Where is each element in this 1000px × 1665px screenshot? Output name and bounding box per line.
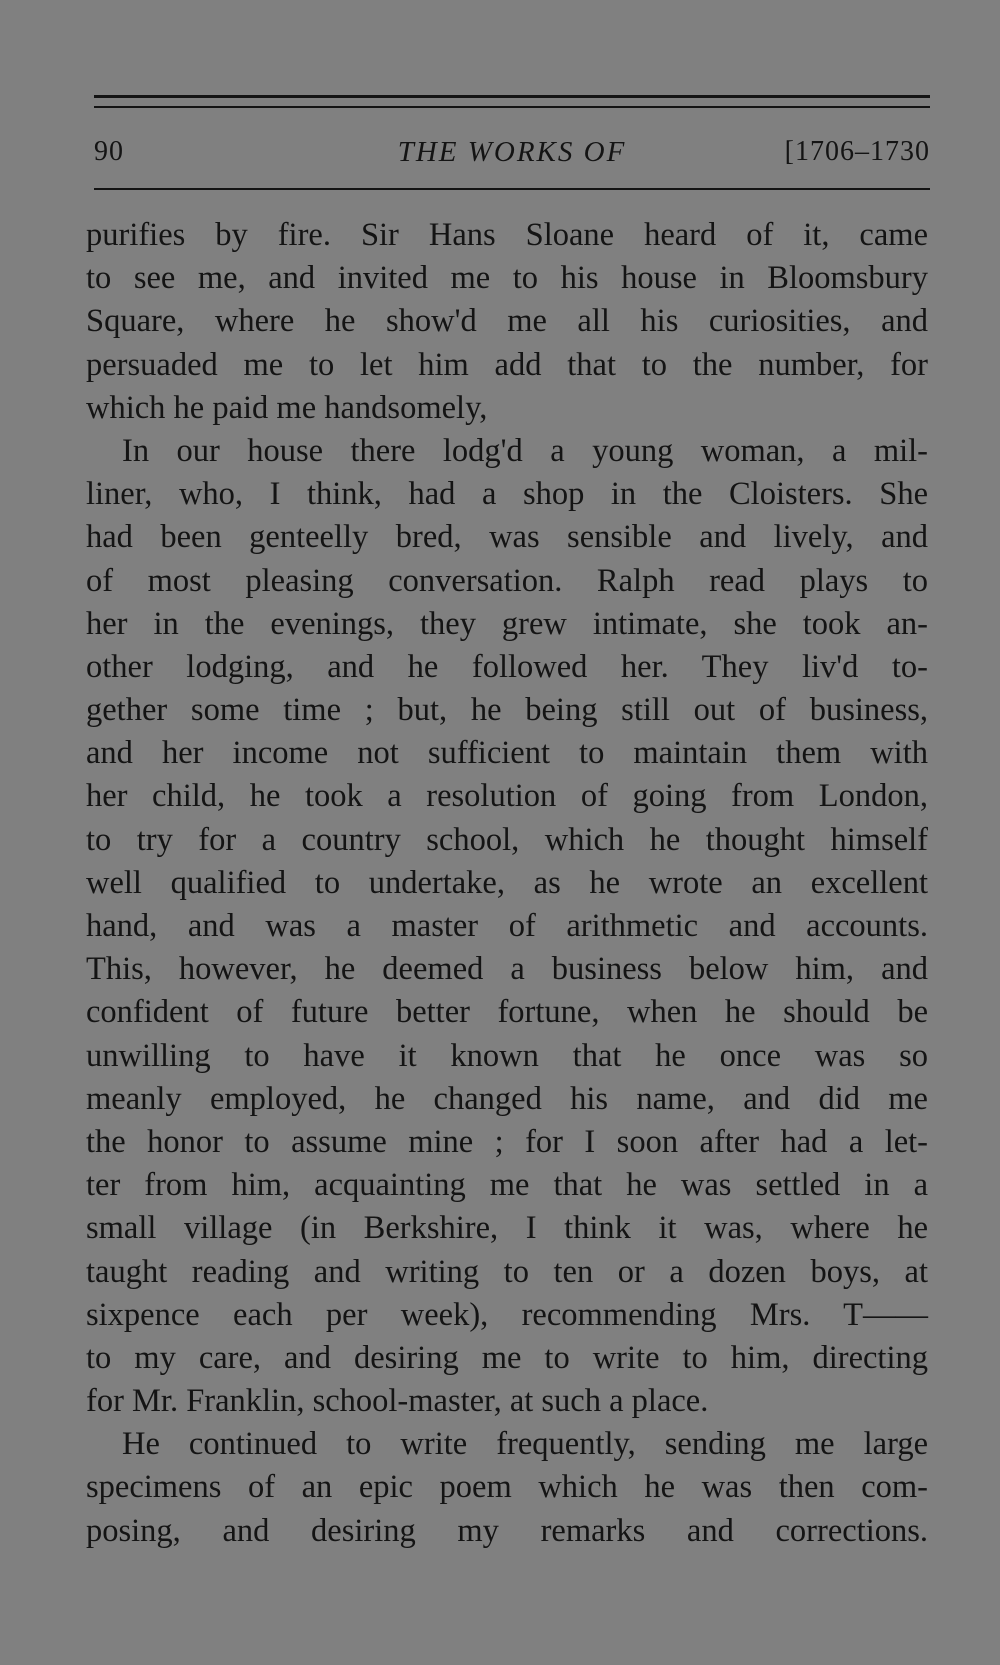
text-line: He continued to write frequently, sending me large: [122, 1426, 928, 1463]
text-line: sixpence each per week), recommending Mrs. T——: [86, 1296, 928, 1333]
text-line: other lodging, and he followed her. They liv'd to-: [86, 648, 928, 685]
text-line: ter from him, acquainting me that he was settled in a: [86, 1167, 928, 1204]
text-line: purifies by fire. Sir Hans Sloane heard of it, came: [86, 217, 928, 253]
text-line: of most pleasing conversation. Ralph read plays to: [86, 562, 928, 599]
text-line: to try for a country school, which he thought himself: [86, 821, 928, 858]
top-rule: [94, 95, 930, 98]
text-line: her in the evenings, they grew intimate, she took an-: [86, 605, 928, 642]
running-head: [94, 132, 930, 172]
date-range: [1706–1730: [784, 136, 930, 167]
text-line: small village (in Berkshire, I think it was, where he: [86, 1210, 928, 1247]
text-line: persuaded me to let him add that to the number, for: [86, 346, 928, 383]
running-title: THE WORKS OF: [397, 136, 627, 168]
top-rule-thin: [94, 106, 930, 108]
text-line: gether some time ; but, he being still out of business,: [86, 692, 928, 729]
text-line: liner, who, I think, had a shop in the Cloisters. She: [86, 476, 928, 513]
text-line: posing, and desiring my remarks and corrections.: [86, 1512, 928, 1549]
text-line: her child, he took a resolution of going from London,: [86, 778, 928, 815]
page-number: 90: [94, 136, 124, 167]
text-line: to see me, and invited me to his house in Bloomsbury: [86, 260, 928, 297]
text-line: the honor to assume mine ; for I soon after had a let-: [86, 1123, 928, 1160]
text-line: to my care, and desiring me to write to him, directing: [86, 1339, 928, 1376]
text-line: for Mr. Franklin, school-master, at such a place.: [86, 1383, 709, 1420]
text-line: Square, where he show'd me all his curiosities, and: [86, 303, 928, 340]
text-line: specimens of an epic poem which he was then com-: [86, 1469, 928, 1506]
text-line: had been genteelly bred, was sensible and lively, and: [86, 519, 928, 556]
text-line: This, however, he deemed a business below him, and: [86, 951, 928, 988]
text-line: confident of future better fortune, when he should be: [86, 994, 928, 1031]
header-rule: [94, 188, 930, 190]
text-line: meanly employed, he changed his name, and did me: [86, 1080, 928, 1117]
text-line: unwilling to have it known that he once was so: [86, 1037, 928, 1074]
text-line: which he paid me handsomely,: [86, 389, 488, 426]
text-line: hand, and was a master of arithmetic and accounts.: [86, 908, 928, 944]
body-text: [86, 214, 928, 1553]
text-line: In our house there lodg'd a young woman, a mil-: [122, 432, 928, 469]
text-line: taught reading and writing to ten or a dozen boys, at: [86, 1253, 928, 1290]
text-line: well qualified to undertake, as he wrote an excellent: [86, 864, 928, 901]
text-line: and her income not sufficient to maintain them with: [86, 735, 928, 772]
